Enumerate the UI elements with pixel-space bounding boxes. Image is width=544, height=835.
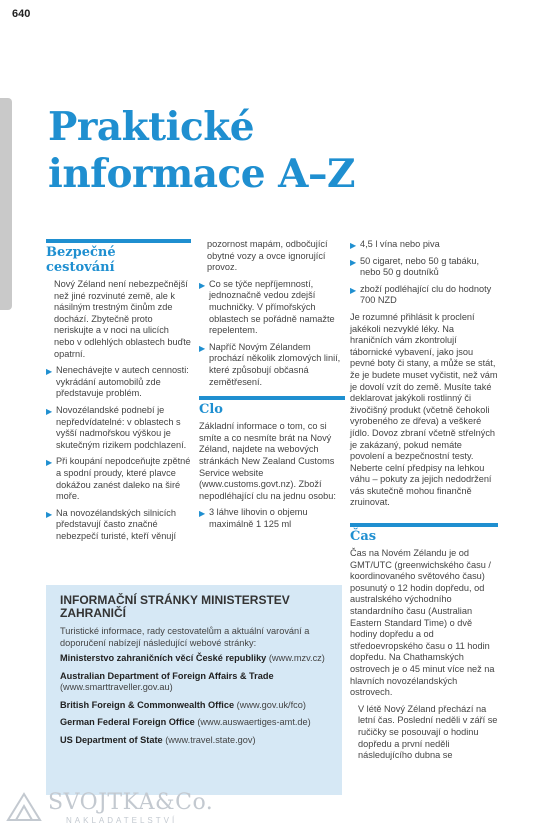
publisher-name: SVOJTKA&Co.: [48, 790, 214, 815]
info-box-foreign-ministries: [46, 585, 342, 795]
bullet-item: ▶ Na novozélandských silnicích představují často značné nebezpečí turisté, kteří věnují: [46, 507, 177, 541]
paragraph: V létě Nový Zéland přechází na letní čas. Poslední neděli v září se ručičky se posouvají o hodinu dopředu a první neděli následujícího dubna se: [358, 703, 498, 761]
bullet-triangle-icon: ▶: [350, 257, 357, 267]
section-heading-customs: Clo: [199, 402, 223, 418]
bullet-item: ▶ 3 láhve lihovin o objemu maximálně 1 125 ml: [199, 507, 308, 529]
section-bar: [46, 239, 191, 243]
bullet-triangle-icon: ▶: [199, 280, 206, 290]
column-2: [199, 239, 345, 535]
paragraph: pozornost mapám, odbočující obytné vozy a ovce ignorující provoz.: [207, 239, 328, 273]
section-bar: [350, 523, 498, 527]
publisher-logo-icon: [4, 790, 44, 826]
page-title: Praktické informace A–Z: [48, 104, 355, 197]
info-box-title: INFORMAČNÍ STRÁNKY MINISTERSTEV ZAHRANIČÍ: [60, 593, 290, 620]
bullet-triangle-icon: ▶: [46, 458, 53, 468]
bullet-item: ▶ 4,5 l vína nebo piva: [350, 239, 440, 250]
page-number: 640: [12, 8, 31, 20]
info-box-entry: Australian Department of Foreign Affairs & Trade (www.smarttraveller.gov.au): [60, 670, 274, 692]
bullet-item: ▶ Nenechávejte v autech cennosti: vykrádání automobilů zde představuje problém.: [46, 365, 189, 399]
bullet-item: ▶ Novozélandské podnebí je nepředvídatelné: v oblastech s vyšší nadmořskou výškou je skutečným rizikem podchlazení.: [46, 404, 187, 450]
bullet-triangle-icon: ▶: [199, 509, 206, 519]
bullet-item: ▶ Napříč Novým Zélandem prochází několik zlomových linií, které způsobují občasná zemětřesení.: [199, 341, 341, 387]
publisher-watermark: [4, 790, 224, 830]
info-box-intro: Turistické informace, rady cestovatelům a aktuální varování a doporučení nabízejí následující webové stránky:: [60, 626, 310, 648]
bullet-item: ▶ Při koupání nepodceňujte zpětné a spodní proudy, které plavce dokážou zanést daleko na širé moře.: [46, 456, 191, 502]
section-heading-time: Čas: [350, 529, 377, 545]
bullet-triangle-icon: ▶: [199, 343, 206, 353]
paragraph: Je rozumné přihlásit k proclení jakékoli nezvyklé léky. Na hraničních vám zkontrolují tábornické vybavení, jako jsou pevné boty či stany, a může se stát, že je budete muset vyčistit, než vám je dovolí vzít do země. Musíte také deklarovat jakýkoli rostlinný či živočišný produkt (včetně čehokoli vyrobeného ze dřeva) a veškeré jídlo. Dovoz zbraní včetně střelných je zakázaný, pokud nemáte povolení a bezpečnostní testy. Neberte celní předpisy na lehkou váhu – pokuty za jejich nedodržení vás skutečně mohou finančně zruinovat.: [350, 311, 498, 508]
paragraph: Čas na Novém Zélandu je od GMT/UTC (greenwichského času / koordinovaného světového času) posunutý o 12 hodin dopředu, od australského východního standardního času (Australian Eastern Standard Time) o dvě hodiny dopředu a od středoevropského času o 11 hodin dopředu. Na Chathamských ostrovech je o 45 minut více než na hlavních novozélandských ostrovech.: [350, 548, 495, 698]
section-heading-safety: Bezpečné cestování: [46, 245, 116, 275]
info-box-entry: British Foreign & Commonwealth Office (www.gov.uk/fco): [60, 699, 306, 710]
publisher-subtitle: NAKLADATELSTVÍ: [66, 816, 178, 825]
bullet-item: ▶ zboží podléhající clu do hodnoty 700 NZD: [350, 283, 492, 306]
info-box-entry: Ministerstvo zahraničních věcí České republiky (www.mzv.cz): [60, 653, 325, 663]
info-box-entry: German Federal Foreign Office (www.auswaertiges-amt.de): [60, 717, 311, 727]
chapter-side-tab: [0, 98, 12, 310]
paragraph: Nový Zéland není nebezpečnější než jiné rozvinuté země, ale k násilným trestným činům zde dochází. Zbytečně proto neriskujte a v noci na ulicích nebo v odlehlých oblastech buďte opatrní.: [54, 279, 191, 359]
info-box-entry: US Department of State (www.travel.state.gov): [60, 734, 256, 745]
bullet-triangle-icon: ▶: [350, 285, 357, 295]
bullet-triangle-icon: ▶: [46, 367, 53, 377]
bullet-triangle-icon: ▶: [46, 509, 53, 519]
section-bar: [199, 396, 345, 400]
bullet-triangle-icon: ▶: [350, 241, 357, 250]
bullet-triangle-icon: ▶: [46, 406, 53, 416]
column-3: [350, 239, 498, 767]
paragraph: Základní informace o tom, co si smíte a co nesmíte brát na Nový Zéland, najdete na webových stránkách New Zealand Customs Service website (www.customs.govt.nz). Zboží nepodléhající clu na jednu osobu:: [199, 421, 336, 501]
bullet-item: ▶ Co se týče nepříjemností, jednoznačně vedou zdejší muchničky. V přímořských oblastech se pořádně namažte repelentem.: [199, 278, 335, 336]
bullet-item: ▶ 50 cigaret, nebo 50 g tabáku, nebo 50 g doutníků: [350, 255, 480, 278]
column-1: [46, 239, 191, 547]
